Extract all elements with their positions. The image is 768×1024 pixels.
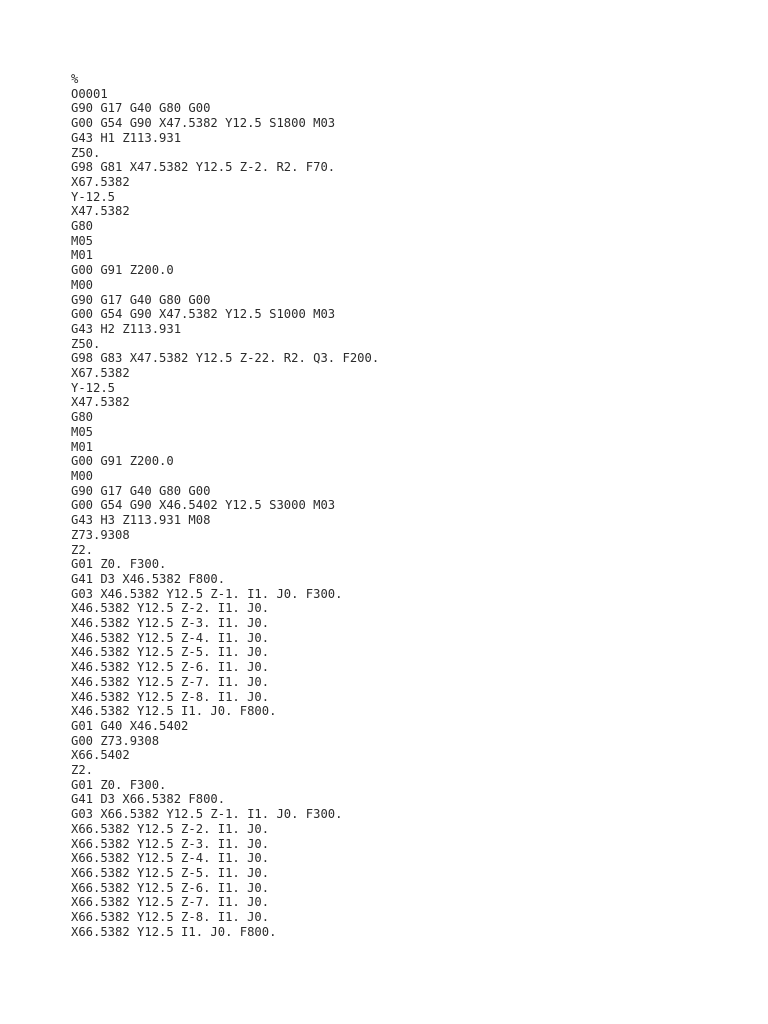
code-line: G01 Z0. F300. [71,777,167,792]
code-line: Y-12.5 [71,380,116,395]
code-line: G90 G17 G40 G80 G00 [71,292,211,307]
code-line: G00 G91 Z200.0 [71,454,174,469]
code-line: G00 G54 G90 X46.5402 Y12.5 S3000 M03 [71,498,336,513]
code-line: G00 G54 G90 X47.5382 Y12.5 S1800 M03 [71,116,336,131]
code-line: M00 [71,277,94,292]
code-line: X47.5382 [71,395,130,410]
code-line: Z73.9308 [71,527,130,542]
code-line: G80 [71,410,94,425]
code-line: X46.5382 Y12.5 Z-2. I1. J0. [71,601,270,616]
code-line: X46.5382 Y12.5 Z-4. I1. J0. [71,630,270,645]
code-line: G01 G40 X46.5402 [71,718,189,733]
code-line: G98 G81 X47.5382 Y12.5 Z-2. R2. F70. [71,160,336,175]
code-line: G00 G91 Z200.0 [71,263,174,278]
code-line: G00 Z73.9308 [71,733,160,748]
code-line: G00 G54 G90 X47.5382 Y12.5 S1000 M03 [71,307,336,322]
code-line: X47.5382 [71,204,130,219]
code-line: G43 H2 Z113.931 [71,321,182,336]
code-line: G43 H3 Z113.931 M08 [71,513,211,528]
code-line: X66.5402 [71,748,130,763]
code-line: G03 X66.5382 Y12.5 Z-1. I1. J0. F300. [71,807,343,822]
code-line: X46.5382 Y12.5 Z-5. I1. J0. [71,645,270,660]
code-line: X66.5382 Y12.5 Z-2. I1. J0. [71,821,270,836]
code-line: G80 [71,219,94,234]
code-line: G01 Z0. F300. [71,557,167,572]
code-line: Z2. [71,542,94,557]
code-line: Z2. [71,763,94,778]
code-line: X66.5382 Y12.5 Z-7. I1. J0. [71,895,270,910]
code-line: Z50. [71,336,101,351]
gcode-listing [71,72,379,939]
code-line: X46.5382 Y12.5 I1. J0. F800. [71,704,277,719]
code-line: X66.5382 Y12.5 Z-5. I1. J0. [71,865,270,880]
code-line: X67.5382 [71,366,130,381]
code-line: Z50. [71,145,101,160]
code-line: G90 G17 G40 G80 G00 [71,101,211,116]
code-line: G41 D3 X46.5382 F800. [71,571,226,586]
code-line: X46.5382 Y12.5 Z-8. I1. J0. [71,689,270,704]
code-line: M01 [71,439,94,454]
code-line: X46.5382 Y12.5 Z-7. I1. J0. [71,674,270,689]
code-line: X67.5382 [71,174,130,189]
code-line: O0001 [71,86,108,101]
code-line: % [71,72,79,86]
code-line: X46.5382 Y12.5 Z-6. I1. J0. [71,660,270,675]
code-line: X66.5382 Y12.5 Z-6. I1. J0. [71,880,270,895]
code-line: M00 [71,468,94,483]
code-line: X66.5382 Y12.5 Z-8. I1. J0. [71,910,270,925]
code-line: Y-12.5 [71,189,116,204]
code-line: M01 [71,248,94,263]
code-line: X66.5382 Y12.5 I1. J0. F800. [71,924,277,939]
code-line: X66.5382 Y12.5 Z-4. I1. J0. [71,851,270,866]
code-line: G98 G83 X47.5382 Y12.5 Z-22. R2. Q3. F200. [71,351,380,366]
code-line: X46.5382 Y12.5 Z-3. I1. J0. [71,616,270,631]
code-line: G03 X46.5382 Y12.5 Z-1. I1. J0. F300. [71,586,343,601]
code-line: G90 G17 G40 G80 G00 [71,483,211,498]
code-line: M05 [71,233,94,248]
code-line: X66.5382 Y12.5 Z-3. I1. J0. [71,836,270,851]
code-line: G41 D3 X66.5382 F800. [71,792,226,807]
code-line: M05 [71,424,94,439]
code-line: G43 H1 Z113.931 [71,130,182,145]
